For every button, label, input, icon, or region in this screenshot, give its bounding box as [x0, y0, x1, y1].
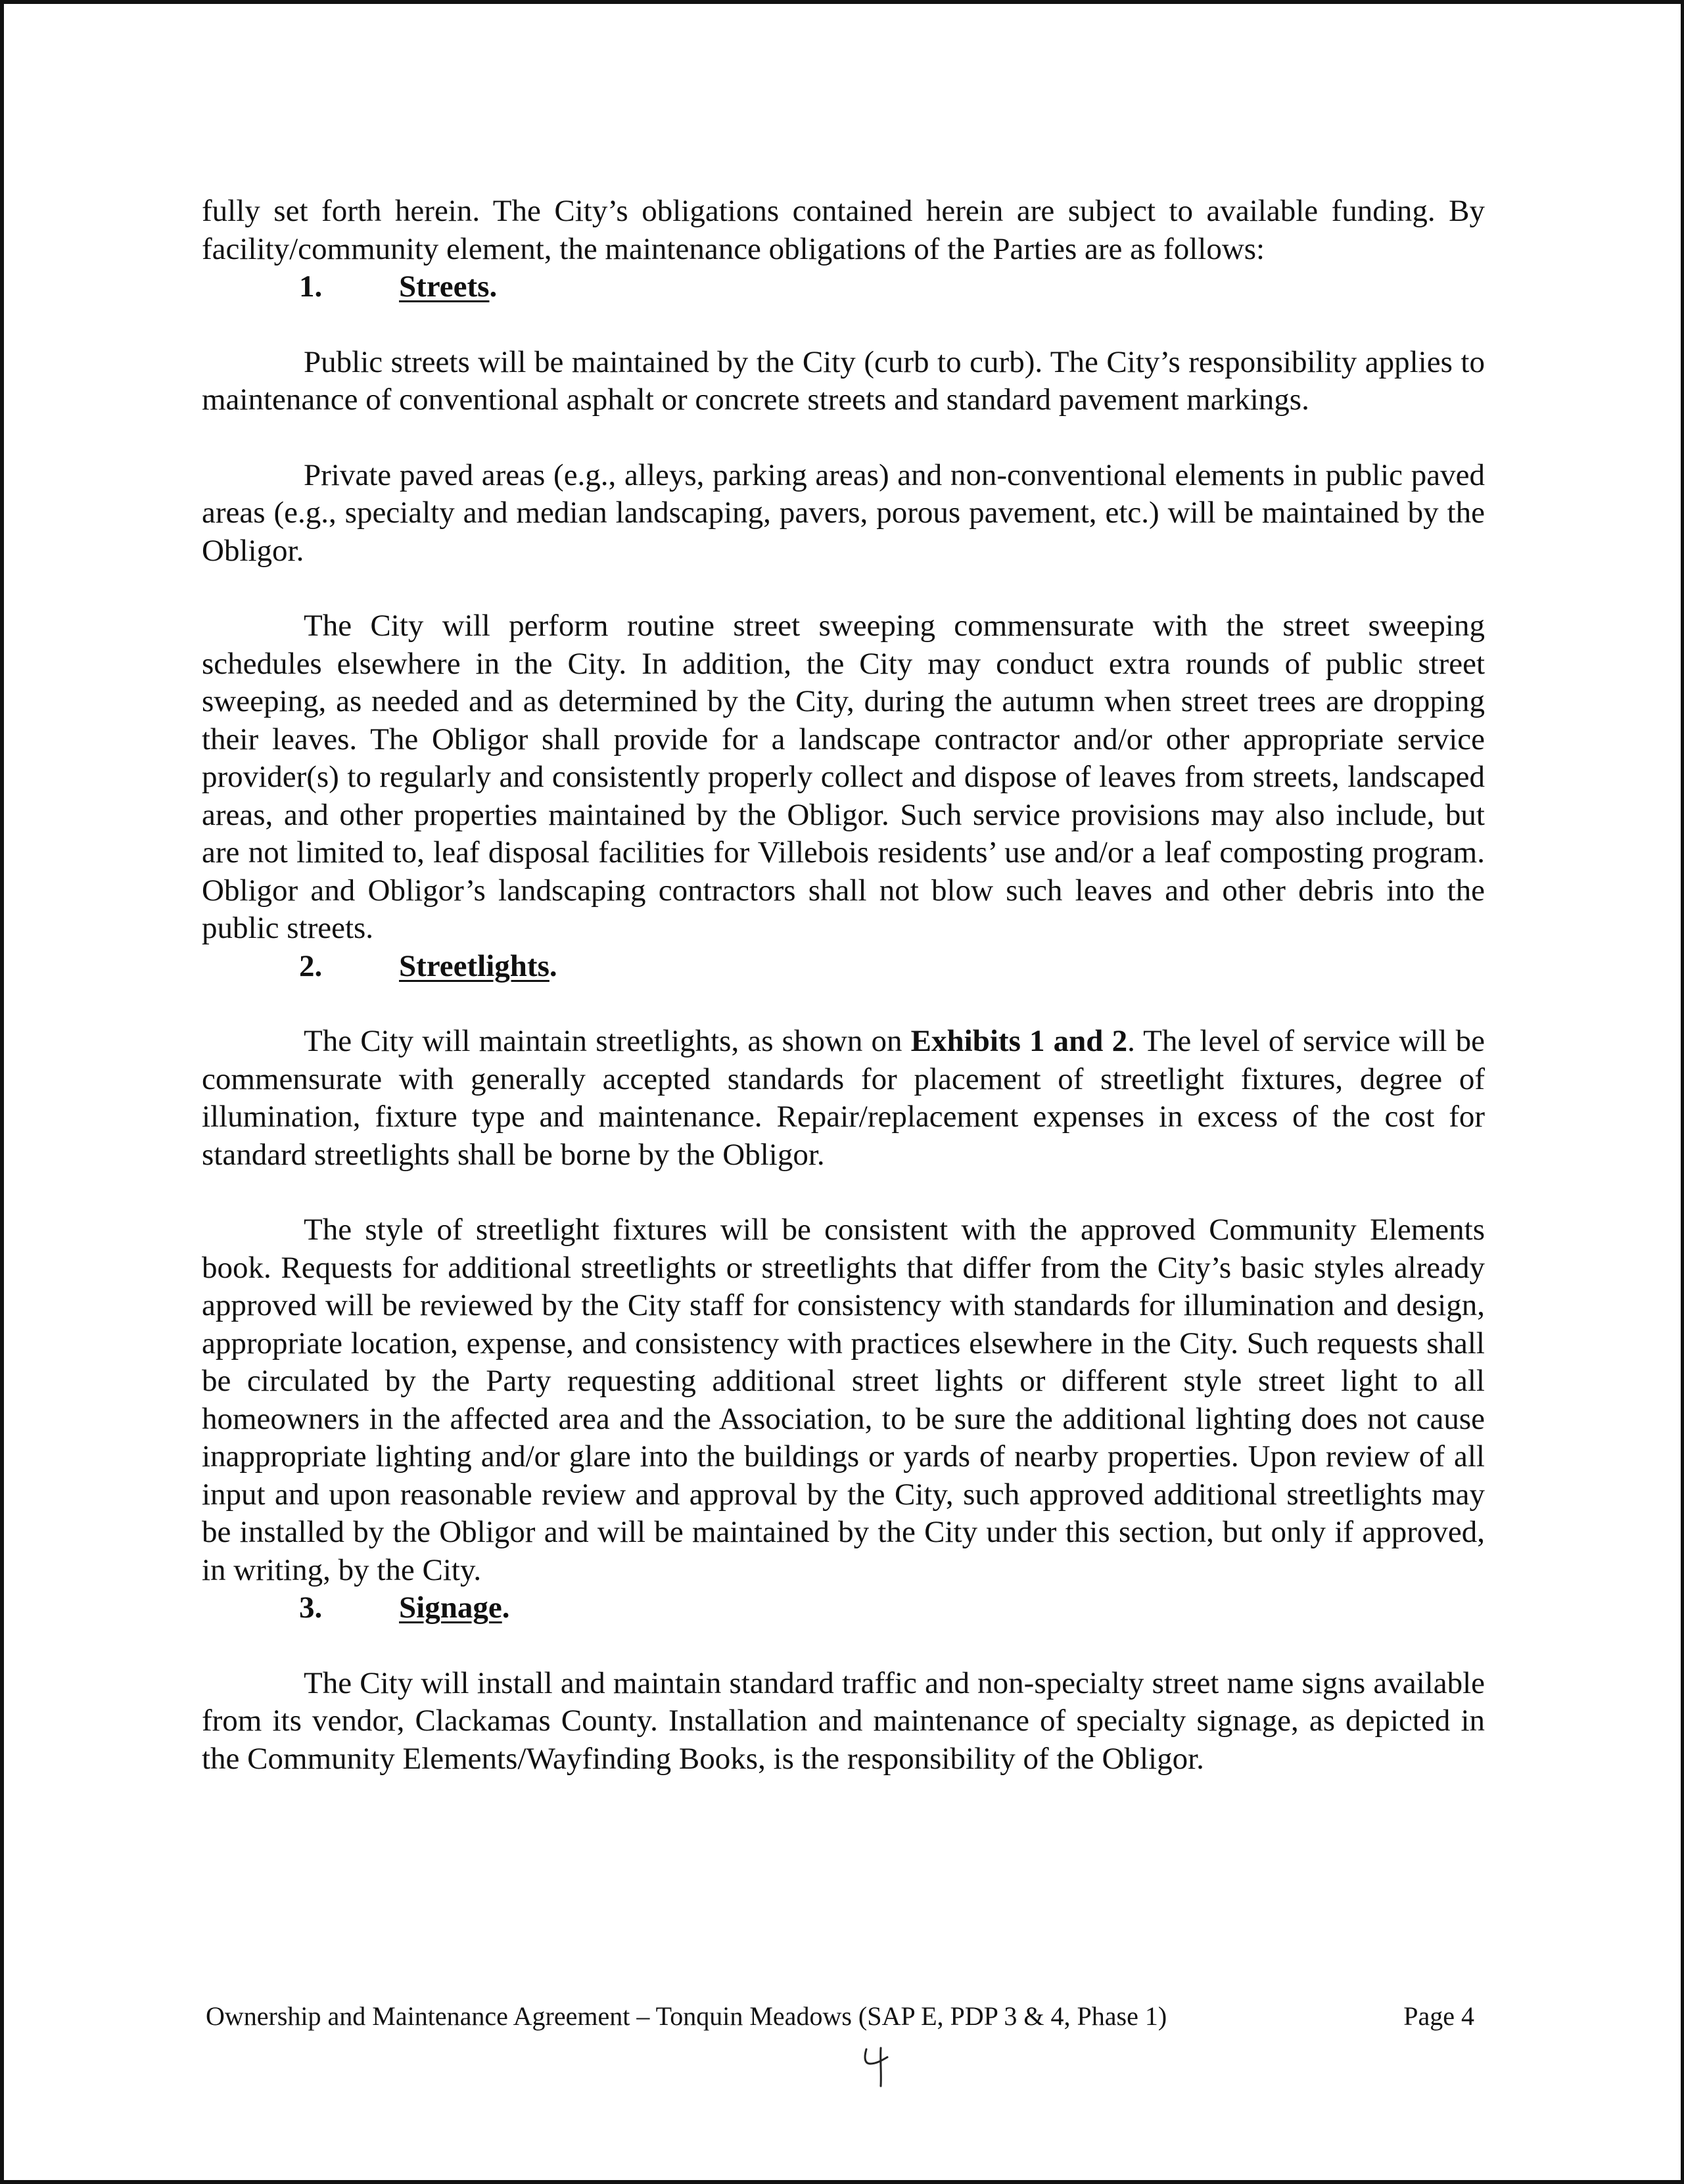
- scan-border-left: [0, 0, 4, 2184]
- intro-paragraph: fully set forth herein. The City’s obligations contained herein are subject to available funding. By facility/community element, the maintenance obligations of the Parties are as follows:: [202, 194, 1485, 266]
- streets-paragraph-3: The City will perform routine street sweeping commensurate with the street sweeping schedules elsewhere in the City. In addition, the City may conduct extra rounds of public street sweeping, as needed and as determined by the City, during the autumn when street trees are dropping their leaves. The Obligor shall provide for a landscape contractor and/or other appropriate service provider(s) to regularly and consistently properly collect and dispose of leaves from streets, landscaped areas, and other properties maintained by the Obligor. Such service provisions may also include, but are not limited to, leaf disposal facilities for Villebois residents’ use and/or a leaf composting program. Obligor and Obligor’s landscaping contractors shall not blow such leaves and other debris into the public streets.: [202, 609, 1485, 945]
- scan-border-bottom: [0, 2180, 1684, 2184]
- handwritten-four-glyph: [861, 2044, 894, 2090]
- section-heading-streetlights: [202, 948, 1485, 986]
- exhibits-reference: Exhibits 1 and 2: [910, 1024, 1128, 1058]
- section-number: 2.: [299, 948, 323, 983]
- section-title: Streets.: [399, 269, 498, 304]
- scan-border-right: [1681, 0, 1684, 2184]
- section-number: 3.: [299, 1591, 323, 1625]
- streets-paragraph-1: Public streets will be maintained by the City (curb to curb). The City’s responsibility applies to maintenance of conventional asphalt or concrete streets and standard pavement markings.: [202, 344, 1485, 417]
- section-title: Streetlights.: [399, 948, 557, 983]
- section-title: Signage.: [399, 1591, 510, 1625]
- section-number: 1.: [299, 269, 323, 304]
- streetlights-paragraph-1: The City will maintain streetlights, as shown on Exhibits 1 and 2. The level of service will be commensurate with generally accepted standards for placement of streetlight fixtures, degree of illumination, fixture type and maintenance. Repair/replacement expenses in excess of the cost for standard streetlights shall be borne by the Obligor.: [202, 1024, 1485, 1172]
- section-heading-signage: [202, 1589, 1485, 1627]
- streets-paragraph-2: Private paved areas (e.g., alleys, parking areas) and non-conventional elements in public paved areas (e.g., specialty and median landscaping, pavers, porous pavement, etc.) will be maintained by the Obligor.: [202, 457, 1485, 568]
- streetlights-paragraph-2: The style of streetlight fixtures will be consistent with the approved Community Elements book. Requests for additional streetlights or streetlights that differ from the City’s basic styles already approved will be reviewed by the City staff for consistency with standards for illumination and design, appropriate location, expense, and consistency with practices elsewhere in the City. Such requests shall be circulated by the Party requesting additional street lights or different style street light to all homeowners in the affected area and the Association, to be sure the additional lighting does not cause inappropriate lighting and/or glare into the buildings or yards of nearby properties. Upon review of all input and upon reasonable review and approval by the City, such approved additional streetlights may be installed by the Obligor and will be maintained by the City under this section, but only if approved, in writing, by the City.: [202, 1213, 1485, 1587]
- section-heading-streets: [202, 268, 1485, 306]
- footer-page-number: Page 4: [1403, 2001, 1474, 2031]
- footer-agreement-title: Ownership and Maintenance Agreement – Tonquin Meadows (SAP E, PDP 3 & 4, Phase 1): [206, 2001, 1167, 2031]
- document-body: [202, 193, 1485, 1778]
- signage-paragraph-1: The City will install and maintain standard traffic and non-specialty street name signs available from its vendor, Clackamas County. Installation and maintenance of specialty signage, as depicted in the Community Elements/Wayfinding Books, is the responsibility of the Obligor.: [202, 1665, 1485, 1776]
- scan-border-top: [0, 0, 1684, 4]
- handwritten-page-mark: [861, 2044, 894, 2090]
